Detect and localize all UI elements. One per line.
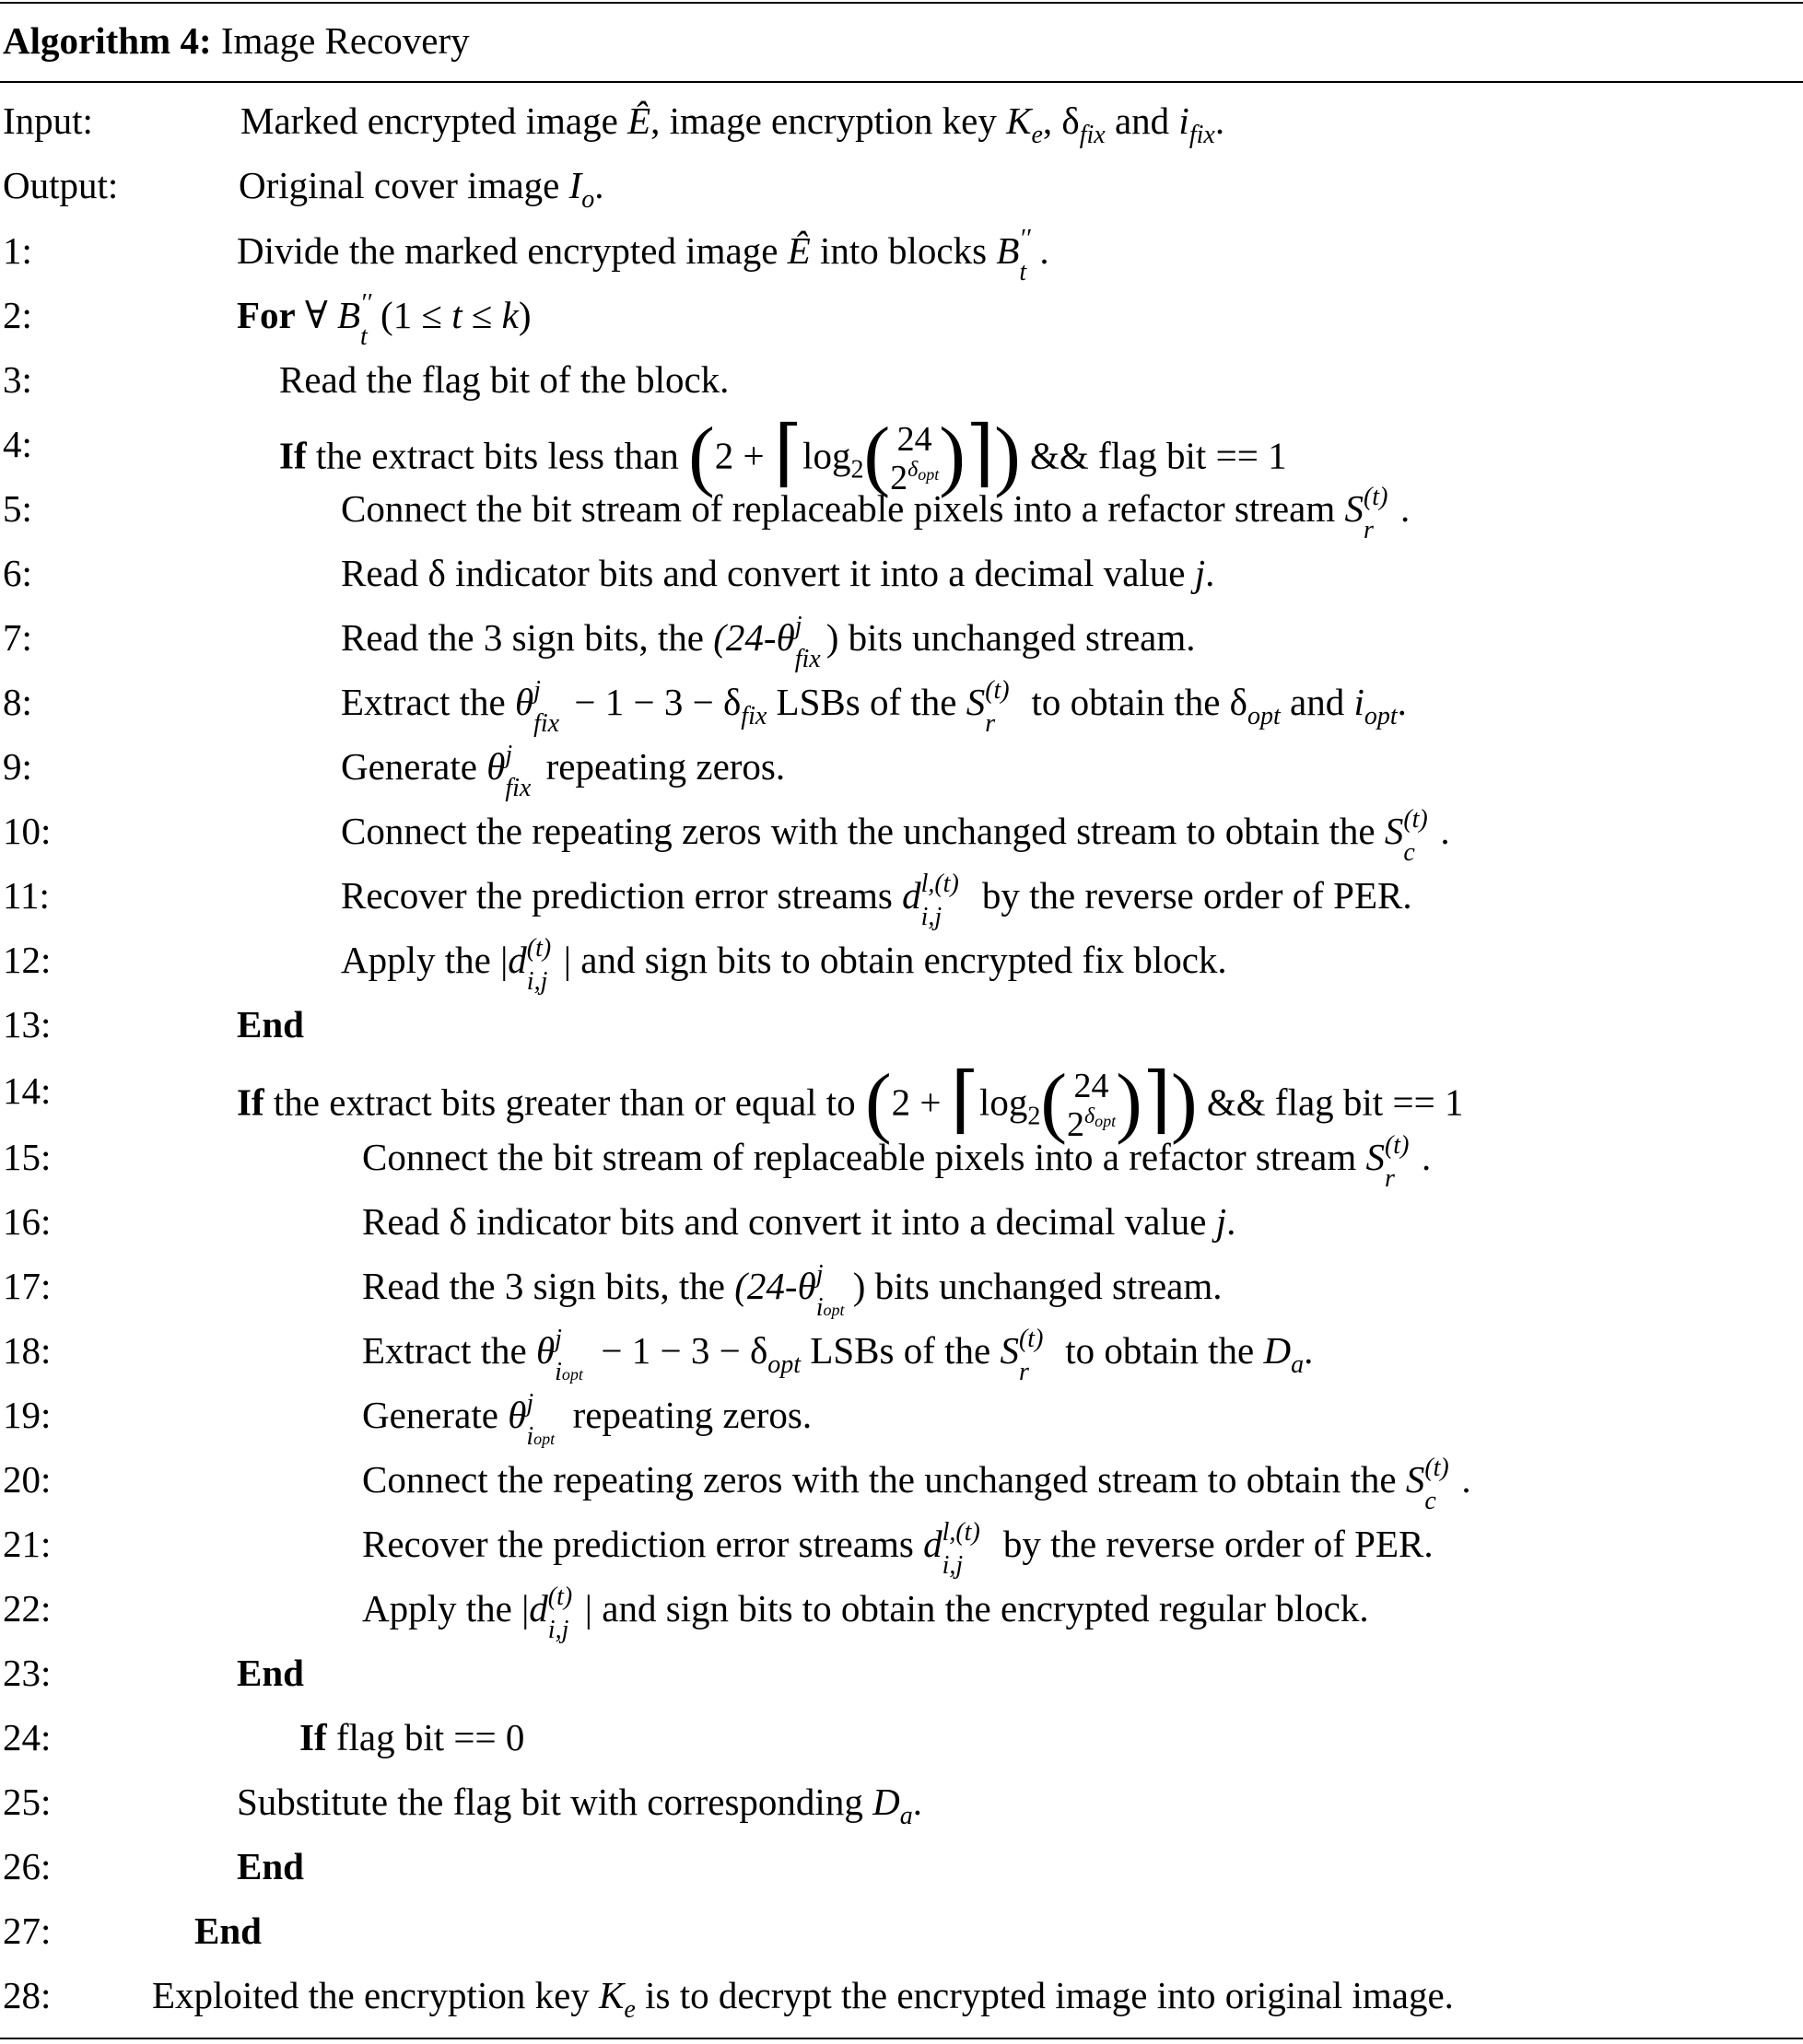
algorithm-line-8 (0, 669, 1803, 738)
algorithm-line-1 (0, 217, 1803, 286)
algorithm-line-24 (0, 1704, 1803, 1769)
line-number: 23: (3, 1652, 52, 1694)
line-number: 13: (3, 1003, 52, 1045)
header-rule (0, 81, 1803, 83)
line-number: 2: (3, 294, 32, 336)
line-text: Generate θ j fix repeating zeros. (341, 741, 786, 802)
output-text: Original cover image $I_o$. (239, 164, 604, 214)
algorithm-line-21 (0, 1511, 1803, 1580)
line-number: 10: (3, 810, 52, 852)
line-text: End (237, 1652, 304, 1694)
line-text: Connect the bit stream of replaceable pixels into a refactor stream S (t) r . (341, 483, 1411, 544)
line-number: 27: (3, 1910, 52, 1952)
line-text: Apply the |d (t) i,j | and sign bits to obtain encrypted fix block. (341, 934, 1227, 996)
input-label: Input: (3, 99, 93, 142)
algorithm-line-23 (0, 1640, 1803, 1704)
line-text: For ∀ B ′′ t (1 ≤ t ≤ k) (237, 289, 532, 351)
algorithm-line-6 (0, 540, 1803, 604)
line-text: Apply the |d (t) i,j | and sign bits to obtain the encrypted regular block. (362, 1583, 1369, 1644)
line-text: Generate θ j iopt repeating zeros. (362, 1389, 813, 1451)
top-rule (0, 2, 1803, 4)
line-text: Recover the prediction error streams d l,(t) i,j by the reverse order of PER. (341, 870, 1412, 931)
algorithm-line-4 (0, 409, 1803, 499)
line-number: 7: (3, 616, 32, 659)
line-text: Connect the repeating zeros with the unchanged stream to obtain the S (t) c . (341, 805, 1450, 867)
line-number: 16: (3, 1200, 52, 1243)
algorithm-line-18 (0, 1317, 1803, 1386)
algorithm-line-12 (0, 927, 1803, 996)
algorithm-line-13 (0, 991, 1803, 1056)
line-number: 20: (3, 1458, 52, 1501)
algorithm-line-3 (0, 346, 1803, 411)
algorithm-line-16 (0, 1188, 1803, 1253)
algorithm-line-27 (0, 1898, 1803, 1962)
line-text: End (237, 1845, 304, 1887)
algorithm-line-11 (0, 862, 1803, 931)
line-text: Extract the θ j iopt − $1 - 3 - \delta_{opt}$ LSBs of the S (t) r to obtain the $D_a$. (362, 1325, 1314, 1386)
algorithm-line-19 (0, 1382, 1803, 1451)
line-number: 8: (3, 681, 32, 723)
line-text: If the extract bits less than ($2 + ⌈\log_2$( 24 $2^{\delta opt}$ )⌉) && flag bit == 1 (279, 409, 1287, 499)
line-text: Exploited the encryption key $K_e$ is to decrypt the encrypted image into original image. (152, 1974, 1454, 2024)
output-row (0, 152, 1803, 216)
algorithm-line-7 (0, 604, 1803, 673)
line-number: 15: (3, 1136, 52, 1178)
line-text: Read δ indicator bits and convert it into a decimal value j. (341, 552, 1215, 594)
algorithm-line-26 (0, 1833, 1803, 1898)
line-text: Divide the marked encrypted image Ê into blocks B ′′ t . (237, 225, 1049, 286)
input-text: Marked encrypted image Ê, image encryption key $K_e$, $\delta_{fix}$ and $i_{fix}$. (240, 99, 1225, 149)
line-number: 17: (3, 1265, 52, 1307)
line-text: Extract the θ j fix − $1 - 3 - \delta_{fix}$ LSBs of the S (t) r to obtain the $\delta_{opt}$ and $i_{opt}$. (341, 676, 1407, 738)
line-number: 18: (3, 1329, 52, 1372)
algorithm-line-22 (0, 1575, 1803, 1644)
line-text: Read the flag bit of the block. (279, 358, 730, 401)
line-text: Read the 3 sign bits, the (24-θ j iopt ) bits unchanged stream. (362, 1260, 1223, 1322)
line-number: 3: (3, 358, 32, 401)
algorithm-line-17 (0, 1253, 1803, 1322)
line-number: 22: (3, 1587, 52, 1629)
algorithm-line-25 (0, 1769, 1803, 1833)
algorithm-line-2 (0, 282, 1803, 351)
algorithm-line-15 (0, 1124, 1803, 1193)
line-number: 14: (3, 1069, 52, 1112)
algorithm-line-9 (0, 733, 1803, 802)
algorithm-line-5 (0, 475, 1803, 544)
line-number: 24: (3, 1716, 52, 1758)
algorithm-line-10 (0, 798, 1803, 867)
line-number: 21: (3, 1523, 52, 1565)
line-text: Connect the repeating zeros with the unchanged stream to obtain the S (t) c . (362, 1454, 1471, 1515)
line-number: 19: (3, 1394, 52, 1436)
line-text: If the extract bits greater than or equal to ($2 + ⌈\log_2$( 24 $2^{\delta opt}$ )⌉) && flag bit == 1 (237, 1056, 1464, 1146)
line-number: 5: (3, 487, 32, 530)
algorithm-line-20 (0, 1446, 1803, 1515)
line-text: Recover the prediction error streams d l,(t) i,j by the reverse order of PER. (362, 1518, 1434, 1580)
algorithm-name: Image Recovery (220, 19, 470, 62)
line-text: End (237, 1003, 304, 1045)
line-number: 9: (3, 745, 32, 788)
line-number: 6: (3, 552, 32, 594)
line-text: Substitute the flag bit with corresponding $D_a$. (237, 1781, 922, 1830)
algorithm-title (3, 18, 470, 64)
line-number: 28: (3, 1974, 52, 2016)
line-text: Read δ indicator bits and convert it into a decimal value j. (362, 1200, 1236, 1243)
output-label: Output: (3, 164, 119, 206)
line-text: Connect the bit stream of replaceable pixels into a refactor stream S (t) r . (362, 1131, 1432, 1193)
line-text: If flag bit == 0 (299, 1716, 525, 1758)
line-text: Read the 3 sign bits, the (24-θ j fix ) bits unchanged stream. (341, 612, 1196, 673)
bottom-rule (0, 2038, 1803, 2039)
input-row (0, 88, 1803, 152)
algorithm-line-14 (0, 1056, 1803, 1146)
line-text: End (194, 1910, 262, 1952)
line-number: 25: (3, 1781, 52, 1823)
algorithm-label: Algorithm 4: (3, 19, 212, 62)
line-number: 4: (3, 423, 32, 465)
line-number: 26: (3, 1845, 52, 1887)
algorithm-line-28 (0, 1962, 1803, 2026)
line-number: 12: (3, 939, 52, 981)
line-number: 1: (3, 229, 32, 272)
line-number: 11: (3, 874, 50, 917)
